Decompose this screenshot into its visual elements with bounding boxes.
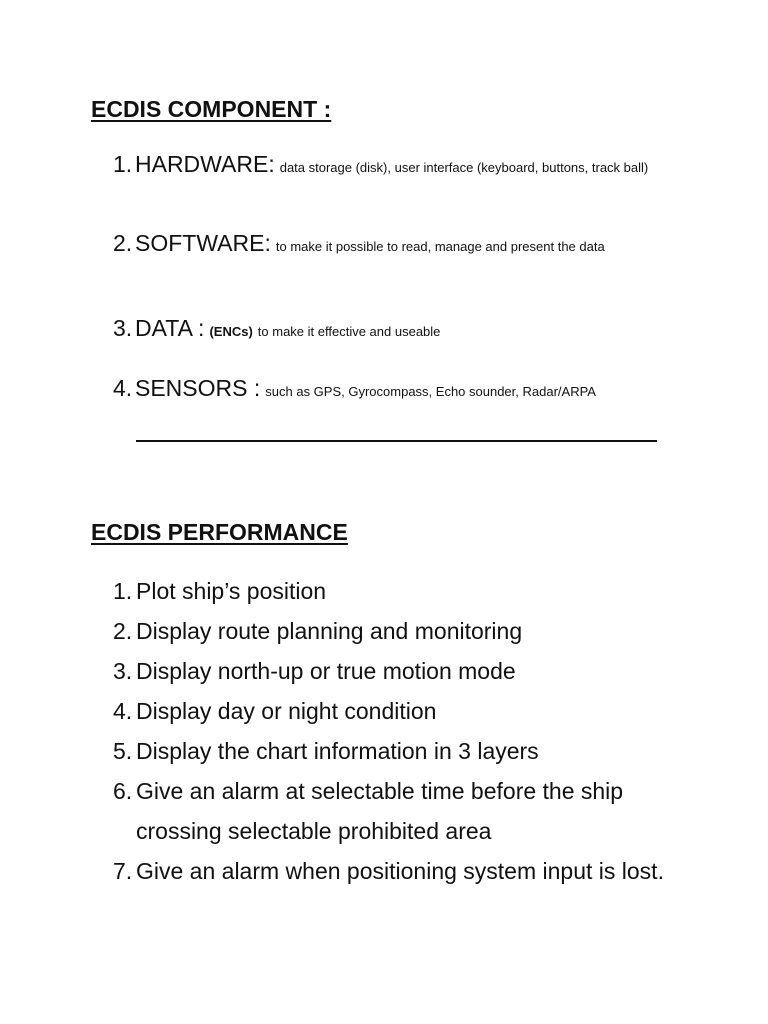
item-number: 5.: [113, 738, 133, 764]
item-number: 2.: [113, 618, 133, 644]
item-text: Display the chart information in 3 layers: [136, 738, 539, 764]
item-text: Plot ship’s position: [136, 578, 327, 604]
item-text: Give an alarm at selectable time before the ship crossing selectable prohibited area: [136, 778, 624, 844]
list-item: [113, 651, 713, 691]
item-text: Display day or night condition: [136, 698, 437, 724]
enc-abbreviation: (ENCs): [209, 324, 253, 339]
item-description: such as GPS, Gyrocompass, Echo sounder, Radar/ARPA: [265, 384, 596, 399]
performance-heading: ECDIS PERFORMANCE: [91, 519, 348, 545]
item-description: to make it effective and useable: [257, 324, 441, 339]
component-item-hardware: [113, 151, 648, 178]
list-item: [113, 691, 713, 731]
component-item-data: [113, 315, 440, 342]
item-number: 4.: [113, 375, 133, 401]
item-text: Display route planning and monitoring: [136, 618, 523, 644]
component-item-sensors: [113, 375, 596, 402]
item-label: DATA :: [135, 315, 205, 341]
components-heading: ECDIS COMPONENT :: [91, 96, 332, 122]
item-number: 3.: [113, 658, 133, 684]
list-item: [113, 571, 713, 611]
list-item: [113, 851, 713, 891]
item-number: 1.: [113, 578, 133, 604]
item-label: HARDWARE:: [135, 151, 275, 177]
performance-list: [113, 571, 713, 891]
item-description: to make it possible to read, manage and present the data: [275, 239, 605, 254]
item-number: 1.: [113, 151, 133, 177]
list-item: [113, 771, 713, 851]
item-text: Display north-up or true motion mode: [136, 658, 516, 684]
item-label: SENSORS :: [135, 375, 261, 401]
item-description-bold: [209, 324, 252, 339]
component-item-software: [113, 230, 605, 257]
item-number: 6.: [113, 778, 133, 804]
item-label: SOFTWARE:: [135, 230, 271, 256]
item-number: 2.: [113, 230, 133, 256]
item-number: 4.: [113, 698, 133, 724]
item-number: 3.: [113, 315, 133, 341]
item-description: data storage (disk), user interface (keyboard, buttons, track ball): [279, 160, 649, 175]
item-text: Give an alarm when positioning system input is lost.: [136, 858, 664, 884]
separator-line: [136, 440, 657, 442]
list-item: [113, 731, 713, 771]
list-item: [113, 611, 713, 651]
item-number: 7.: [113, 858, 133, 884]
